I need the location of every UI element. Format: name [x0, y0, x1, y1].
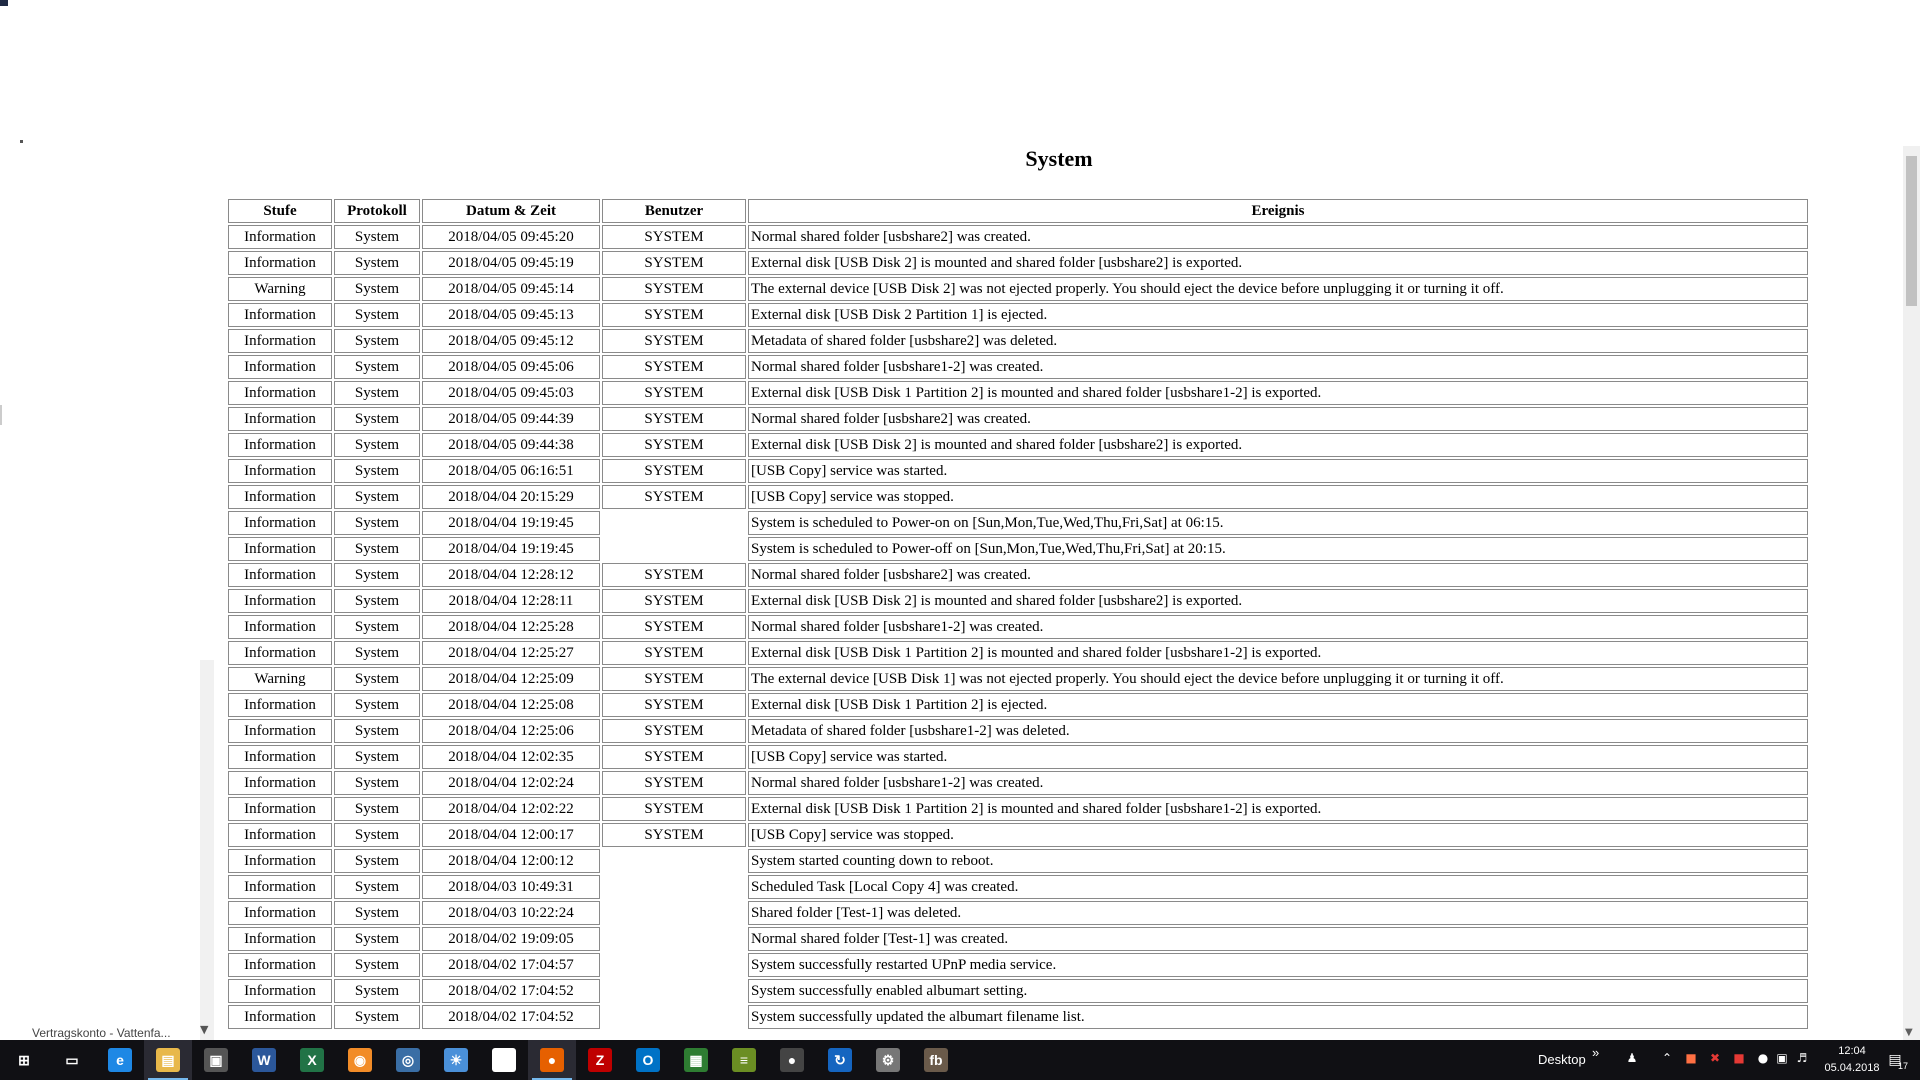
cell-level: Information: [228, 771, 332, 795]
cell-event: Normal shared folder [usbshare1-2] was created.: [748, 615, 1808, 639]
cell-user: SYSTEM: [602, 563, 746, 587]
sync-icon-glyph: ↻: [828, 1048, 852, 1072]
cell-user: SYSTEM: [602, 329, 746, 353]
cell-datetime: 2018/04/04 12:02:24: [422, 771, 600, 795]
cell-datetime: 2018/04/04 12:02:35: [422, 745, 600, 769]
cell-user: SYSTEM: [602, 797, 746, 821]
cell-protocol: System: [334, 1005, 420, 1029]
cell-datetime: 2018/04/04 12:25:08: [422, 693, 600, 717]
cell-datetime: 2018/04/04 12:28:12: [422, 563, 600, 587]
column-header-benutzer[interactable]: Benutzer: [602, 199, 746, 223]
cell-event: [USB Copy] service was stopped.: [748, 823, 1808, 847]
table-row: [228, 537, 1808, 561]
cell-event: External disk [USB Disk 1 Partition 2] is mounted and shared folder [usbshare1-2] is exported.: [748, 381, 1808, 405]
table-row: [228, 511, 1808, 535]
cell-protocol: System: [334, 563, 420, 587]
cell-datetime: 2018/04/02 19:09:05: [422, 927, 600, 951]
tools-icon-glyph: ⚙: [876, 1048, 900, 1072]
table-row: [228, 953, 1808, 977]
cell-user: SYSTEM: [602, 589, 746, 613]
cell-user: SYSTEM: [602, 407, 746, 431]
network-icon[interactable]: ▣: [1776, 1051, 1788, 1065]
tray-app-icon-2[interactable]: ✖: [1709, 1051, 1721, 1065]
sidebar-divider: [0, 405, 2, 425]
clock-date: 05.04.2018: [1824, 1062, 1880, 1074]
photos-icon-glyph: ▦: [684, 1048, 708, 1072]
cell-user: SYSTEM: [602, 771, 746, 795]
cell-protocol: System: [334, 485, 420, 509]
outlook-icon[interactable]: [624, 1040, 672, 1080]
cell-protocol: System: [334, 797, 420, 821]
page-title: System: [1025, 146, 1093, 171]
cell-event: The external device [USB Disk 2] was not ejected properly. You should eject the device before unplugging it or turning it off.: [748, 277, 1808, 301]
page-scrollbar-thumb[interactable]: [1906, 156, 1917, 306]
cell-level: Information: [228, 615, 332, 639]
cell-level: Information: [228, 979, 332, 1003]
cell-level: Information: [228, 1005, 332, 1029]
cell-event: [USB Copy] service was started.: [748, 459, 1808, 483]
fb-icon[interactable]: [912, 1040, 960, 1080]
clock-time: 12:04: [1838, 1045, 1866, 1057]
blank-window-icon-glyph: [492, 1048, 516, 1072]
table-row: [228, 433, 1808, 457]
store-icon[interactable]: [192, 1040, 240, 1080]
cell-protocol: System: [334, 433, 420, 457]
cell-level: Information: [228, 459, 332, 483]
table-row: [228, 589, 1808, 613]
cell-level: Information: [228, 225, 332, 249]
table-row: [228, 459, 1808, 483]
log-table-body: [228, 225, 1808, 1029]
sidebar-scroll-down-icon[interactable]: ▼: [200, 1023, 209, 1036]
cell-protocol: System: [334, 771, 420, 795]
cell-protocol: System: [334, 719, 420, 743]
table-row: [228, 979, 1808, 1003]
cell-user: [602, 849, 746, 873]
excel-icon[interactable]: [288, 1040, 336, 1080]
task-view-icon-glyph: ▭: [65, 1051, 79, 1068]
cell-protocol: System: [334, 407, 420, 431]
cell-datetime: 2018/04/03 10:49:31: [422, 875, 600, 899]
cell-datetime: 2018/04/03 10:22:24: [422, 901, 600, 925]
cell-datetime: 2018/04/04 12:25:27: [422, 641, 600, 665]
cell-protocol: System: [334, 511, 420, 535]
cell-event: System successfully updated the albumart filename list.: [748, 1005, 1808, 1029]
cell-datetime: 2018/04/04 19:19:45: [422, 511, 600, 535]
cell-event: [USB Copy] service was started.: [748, 745, 1808, 769]
people-icon[interactable]: ♟: [1626, 1051, 1638, 1065]
show-hidden-icons-chevron-icon[interactable]: ⌃: [1661, 1051, 1673, 1065]
table-header-row: [228, 199, 1808, 223]
cell-datetime: 2018/04/05 09:45:14: [422, 277, 600, 301]
cell-event: Normal shared folder [Test-1] was created.: [748, 927, 1808, 951]
desktop-toolbar-chevron[interactable]: »: [1592, 1045, 1600, 1060]
firefox-icon[interactable]: [528, 1040, 576, 1080]
cell-user: SYSTEM: [602, 615, 746, 639]
sidebar-dot: [20, 140, 23, 143]
cell-user: SYSTEM: [602, 381, 746, 405]
cell-user: SYSTEM: [602, 303, 746, 327]
table-row: [228, 355, 1808, 379]
file-explorer-icon-glyph: ▤: [156, 1048, 180, 1072]
cell-user: SYSTEM: [602, 667, 746, 691]
cell-level: Information: [228, 875, 332, 899]
cell-event: External disk [USB Disk 1 Partition 2] is ejected.: [748, 693, 1808, 717]
table-row: [228, 485, 1808, 509]
cell-level: Information: [228, 927, 332, 951]
word-icon[interactable]: [240, 1040, 288, 1080]
cell-protocol: System: [334, 693, 420, 717]
cell-event: Normal shared folder [usbshare2] was created.: [748, 563, 1808, 587]
log-table-container: [226, 197, 1810, 1040]
table-row: [228, 875, 1808, 899]
cell-datetime: 2018/04/04 19:19:45: [422, 537, 600, 561]
file-explorer-icon[interactable]: [144, 1040, 192, 1080]
table-row: [228, 823, 1808, 847]
cell-datetime: 2018/04/05 09:44:39: [422, 407, 600, 431]
window-corner-mark: [0, 0, 8, 6]
cell-datetime: 2018/04/02 17:04:52: [422, 979, 600, 1003]
cell-protocol: System: [334, 381, 420, 405]
table-row: [228, 901, 1808, 925]
tray-app-icon-1[interactable]: ■: [1685, 1051, 1697, 1065]
cell-level: Information: [228, 641, 332, 665]
table-row: [228, 693, 1808, 717]
cell-level: Information: [228, 901, 332, 925]
cell-datetime: 2018/04/02 17:04:52: [422, 1005, 600, 1029]
cell-event: Normal shared folder [usbshare1-2] was created.: [748, 771, 1808, 795]
tools-icon[interactable]: [864, 1040, 912, 1080]
cell-datetime: 2018/04/05 09:44:38: [422, 433, 600, 457]
desktop-toolbar-label[interactable]: Desktop: [1538, 1052, 1586, 1067]
column-header-stufe[interactable]: Stufe: [228, 199, 332, 223]
filezilla-icon[interactable]: [576, 1040, 624, 1080]
cell-event: Scheduled Task [Local Copy 4] was created.: [748, 875, 1808, 899]
cell-protocol: System: [334, 875, 420, 899]
cell-level: Information: [228, 511, 332, 535]
cell-user: SYSTEM: [602, 719, 746, 743]
cell-user: SYSTEM: [602, 641, 746, 665]
table-row: [228, 719, 1808, 743]
table-row: [228, 615, 1808, 639]
rss-icon-glyph: ◉: [348, 1048, 372, 1072]
firefox-icon-glyph: ●: [540, 1048, 564, 1072]
cell-protocol: System: [334, 745, 420, 769]
media-icon[interactable]: [768, 1040, 816, 1080]
cell-protocol: System: [334, 589, 420, 613]
notepad-icon-glyph: ≡: [732, 1048, 756, 1072]
cell-user: SYSTEM: [602, 745, 746, 769]
cell-datetime: 2018/04/04 12:02:22: [422, 797, 600, 821]
table-row: [228, 927, 1808, 951]
sync-icon[interactable]: [816, 1040, 864, 1080]
cell-user: SYSTEM: [602, 225, 746, 249]
page-scrollbar[interactable]: [1903, 146, 1920, 1040]
cell-datetime: 2018/04/02 17:04:57: [422, 953, 600, 977]
cell-protocol: System: [334, 537, 420, 561]
cell-protocol: System: [334, 615, 420, 639]
cell-user: [602, 979, 746, 1003]
cell-user: [602, 927, 746, 951]
table-row: [228, 667, 1808, 691]
cell-level: Information: [228, 953, 332, 977]
cell-event: External disk [USB Disk 1 Partition 2] is mounted and shared folder [usbshare1-2] is exported.: [748, 641, 1808, 665]
edge-icon-glyph: e: [108, 1048, 132, 1072]
cell-protocol: System: [334, 953, 420, 977]
cell-protocol: System: [334, 849, 420, 873]
tray-app-icon-4[interactable]: ●: [1757, 1051, 1769, 1065]
cell-level: Information: [228, 797, 332, 821]
cell-user: SYSTEM: [602, 277, 746, 301]
rss-icon[interactable]: [336, 1040, 384, 1080]
cell-event: Normal shared folder [usbshare2] was created.: [748, 225, 1808, 249]
table-row: [228, 251, 1808, 275]
cell-user: [602, 953, 746, 977]
cell-level: Information: [228, 589, 332, 613]
cell-user: [602, 1005, 746, 1029]
cell-level: Information: [228, 693, 332, 717]
column-header-ereignis[interactable]: Ereignis: [748, 199, 1808, 223]
column-header-protokoll[interactable]: Protokoll: [334, 199, 420, 223]
cell-datetime: 2018/04/05 09:45:13: [422, 303, 600, 327]
start-button-glyph: ⊞: [18, 1051, 30, 1068]
cell-level: Warning: [228, 277, 332, 301]
table-row: [228, 225, 1808, 249]
notepad-icon[interactable]: [720, 1040, 768, 1080]
media-icon-glyph: ●: [780, 1048, 804, 1072]
table-row: [228, 745, 1808, 769]
start-button[interactable]: [0, 1040, 48, 1080]
blank-window-icon[interactable]: [480, 1040, 528, 1080]
column-header-datum-zeit[interactable]: Datum & Zeit: [422, 199, 600, 223]
fb-icon-glyph: fb: [924, 1048, 948, 1072]
sun-icon[interactable]: [432, 1040, 480, 1080]
cell-level: Warning: [228, 667, 332, 691]
cell-protocol: System: [334, 277, 420, 301]
cell-protocol: System: [334, 251, 420, 275]
cell-event: The external device [USB Disk 1] was not ejected properly. You should eject the device before unplugging it or turning it off.: [748, 667, 1808, 691]
cell-level: Information: [228, 849, 332, 873]
table-row: [228, 641, 1808, 665]
cell-event: Metadata of shared folder [usbshare2] was deleted.: [748, 329, 1808, 353]
cell-user: SYSTEM: [602, 251, 746, 275]
cell-event: External disk [USB Disk 2] is mounted and shared folder [usbshare2] is exported.: [748, 251, 1808, 275]
notification-count: 17: [1897, 1061, 1908, 1071]
scroll-down-icon[interactable]: ▼: [1905, 1027, 1913, 1038]
word-icon-glyph: W: [252, 1048, 276, 1072]
edge-icon[interactable]: [96, 1040, 144, 1080]
cell-event: System successfully restarted UPnP media service.: [748, 953, 1808, 977]
cell-event: Shared folder [Test-1] was deleted.: [748, 901, 1808, 925]
cell-protocol: System: [334, 225, 420, 249]
table-row: [228, 407, 1808, 431]
cell-level: Information: [228, 381, 332, 405]
cell-datetime: 2018/04/04 12:25:09: [422, 667, 600, 691]
cell-protocol: System: [334, 927, 420, 951]
cell-datetime: 2018/04/04 12:28:11: [422, 589, 600, 613]
filezilla-icon-glyph: Z: [588, 1048, 612, 1072]
browser-icon-glyph: ◎: [396, 1048, 420, 1072]
table-row: [228, 771, 1808, 795]
sidebar-panel: [0, 130, 215, 1040]
cell-protocol: System: [334, 667, 420, 691]
cell-event: External disk [USB Disk 2 Partition 1] is ejected.: [748, 303, 1808, 327]
cell-protocol: System: [334, 329, 420, 353]
action-center-icon[interactable]: ▤ 17: [1888, 1052, 1908, 1071]
cell-datetime: 2018/04/05 09:45:12: [422, 329, 600, 353]
cell-level: Information: [228, 485, 332, 509]
cell-protocol: System: [334, 355, 420, 379]
cell-level: Information: [228, 251, 332, 275]
photos-icon[interactable]: [672, 1040, 720, 1080]
cell-datetime: 2018/04/04 12:25:28: [422, 615, 600, 639]
cell-level: Information: [228, 537, 332, 561]
outlook-icon-glyph: O: [636, 1048, 660, 1072]
sidebar-scrollbar[interactable]: [200, 660, 214, 1040]
cell-level: Information: [228, 823, 332, 847]
cell-user: [602, 901, 746, 925]
cell-level: Information: [228, 563, 332, 587]
cell-user: SYSTEM: [602, 485, 746, 509]
cell-protocol: System: [334, 901, 420, 925]
cell-user: SYSTEM: [602, 823, 746, 847]
cell-user: [602, 875, 746, 899]
cell-user: [602, 511, 746, 535]
cell-level: Information: [228, 329, 332, 353]
cell-event: System started counting down to reboot.: [748, 849, 1808, 873]
cell-level: Information: [228, 433, 332, 457]
cell-datetime: 2018/04/04 12:00:12: [422, 849, 600, 873]
cell-datetime: 2018/04/05 09:45:19: [422, 251, 600, 275]
cell-user: SYSTEM: [602, 459, 746, 483]
cell-event: Normal shared folder [usbshare2] was created.: [748, 407, 1808, 431]
cell-datetime: 2018/04/04 20:15:29: [422, 485, 600, 509]
table-row: [228, 563, 1808, 587]
cell-event: External disk [USB Disk 1 Partition 2] is mounted and shared folder [usbshare1-2] is exported.: [748, 797, 1808, 821]
table-row: [228, 381, 1808, 405]
cell-event: External disk [USB Disk 2] is mounted and shared folder [usbshare2] is exported.: [748, 433, 1808, 457]
log-table: [226, 197, 1810, 1031]
cell-user: SYSTEM: [602, 693, 746, 717]
cell-protocol: System: [334, 979, 420, 1003]
cell-event: [USB Copy] service was stopped.: [748, 485, 1808, 509]
table-row: [228, 797, 1808, 821]
browser-icon[interactable]: [384, 1040, 432, 1080]
cell-datetime: 2018/04/05 09:45:03: [422, 381, 600, 405]
cell-datetime: 2018/04/04 12:00:17: [422, 823, 600, 847]
cell-event: External disk [USB Disk 2] is mounted and shared folder [usbshare2] is exported.: [748, 589, 1808, 613]
cell-event: System is scheduled to Power-off on [Sun,Mon,Tue,Wed,Thu,Fri,Sat] at 20:15.: [748, 537, 1808, 561]
volume-icon[interactable]: ♬: [1796, 1051, 1808, 1065]
cell-user: SYSTEM: [602, 433, 746, 457]
cell-level: Information: [228, 407, 332, 431]
sun-icon-glyph: ☀: [444, 1048, 468, 1072]
sidebar-bookmark-text[interactable]: Vertragskonto - Vattenfa...: [32, 1026, 171, 1040]
cell-level: Information: [228, 303, 332, 327]
store-icon-glyph: ▣: [204, 1048, 228, 1072]
excel-icon-glyph: X: [300, 1048, 324, 1072]
table-row: [228, 329, 1808, 353]
cell-datetime: 2018/04/05 09:45:06: [422, 355, 600, 379]
cell-event: Metadata of shared folder [usbshare1-2] was deleted.: [748, 719, 1808, 743]
cell-event: System successfully enabled albumart setting.: [748, 979, 1808, 1003]
cell-event: System is scheduled to Power-on on [Sun,Mon,Tue,Wed,Thu,Fri,Sat] at 06:15.: [748, 511, 1808, 535]
tray-app-icon-3[interactable]: ■: [1733, 1051, 1745, 1065]
cell-level: Information: [228, 745, 332, 769]
cell-protocol: System: [334, 303, 420, 327]
cell-user: [602, 537, 746, 561]
cell-level: Information: [228, 355, 332, 379]
taskbar: [0, 1040, 1920, 1080]
cell-datetime: 2018/04/05 06:16:51: [422, 459, 600, 483]
task-view-icon[interactable]: [48, 1040, 96, 1080]
cell-datetime: 2018/04/05 09:45:20: [422, 225, 600, 249]
cell-event: Normal shared folder [usbshare1-2] was created.: [748, 355, 1808, 379]
table-row: [228, 849, 1808, 873]
cell-level: Information: [228, 719, 332, 743]
cell-protocol: System: [334, 459, 420, 483]
cell-datetime: 2018/04/04 12:25:06: [422, 719, 600, 743]
table-row: [228, 303, 1808, 327]
cell-protocol: System: [334, 641, 420, 665]
cell-protocol: System: [334, 823, 420, 847]
table-row: [228, 277, 1808, 301]
cell-user: SYSTEM: [602, 355, 746, 379]
table-row: [228, 1005, 1808, 1029]
